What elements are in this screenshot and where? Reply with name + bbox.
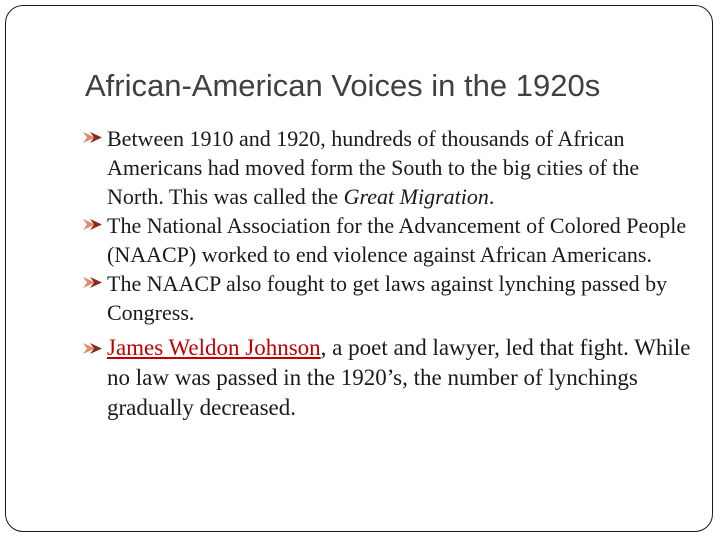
bullet-item-naacp: [82, 211, 697, 269]
bullet-list: [82, 124, 697, 423]
double-chevron-arrow-icon: [83, 269, 107, 298]
bullet-text: The National Association for the Advancement of Colored People (NAACP) worked to end violence against African Americans.: [107, 213, 687, 267]
slide-frame: [5, 5, 713, 532]
bullet-item-anti-lynching-laws: [82, 269, 697, 327]
slide-title: African-American Voices in the 1920s: [85, 68, 601, 103]
bullet-text: Between 1910 and 1920, hundreds of thousands of African Americans had moved form the South to the big cities of the North. This was called the: [107, 126, 640, 209]
double-chevron-arrow-icon: [83, 211, 107, 240]
bullet-item-great-migration: [82, 124, 697, 211]
bullet-item-james-weldon-johnson: [82, 333, 697, 423]
james-weldon-johnson-link[interactable]: James Weldon Johnson: [107, 335, 321, 360]
bullet-text: , a poet and lawyer, led that fight. While no law was passed in the 1920’s, the number of lynchings gradually decreased.: [107, 335, 691, 420]
double-chevron-arrow-icon: [83, 124, 107, 153]
bullet-suffix: .: [488, 184, 495, 209]
bullet-emphasis-great-migration: Great Migration: [343, 184, 489, 209]
double-chevron-arrow-icon: [83, 333, 107, 362]
bullet-text: The NAACP also fought to get laws against lynching passed by Congress.: [107, 271, 668, 325]
